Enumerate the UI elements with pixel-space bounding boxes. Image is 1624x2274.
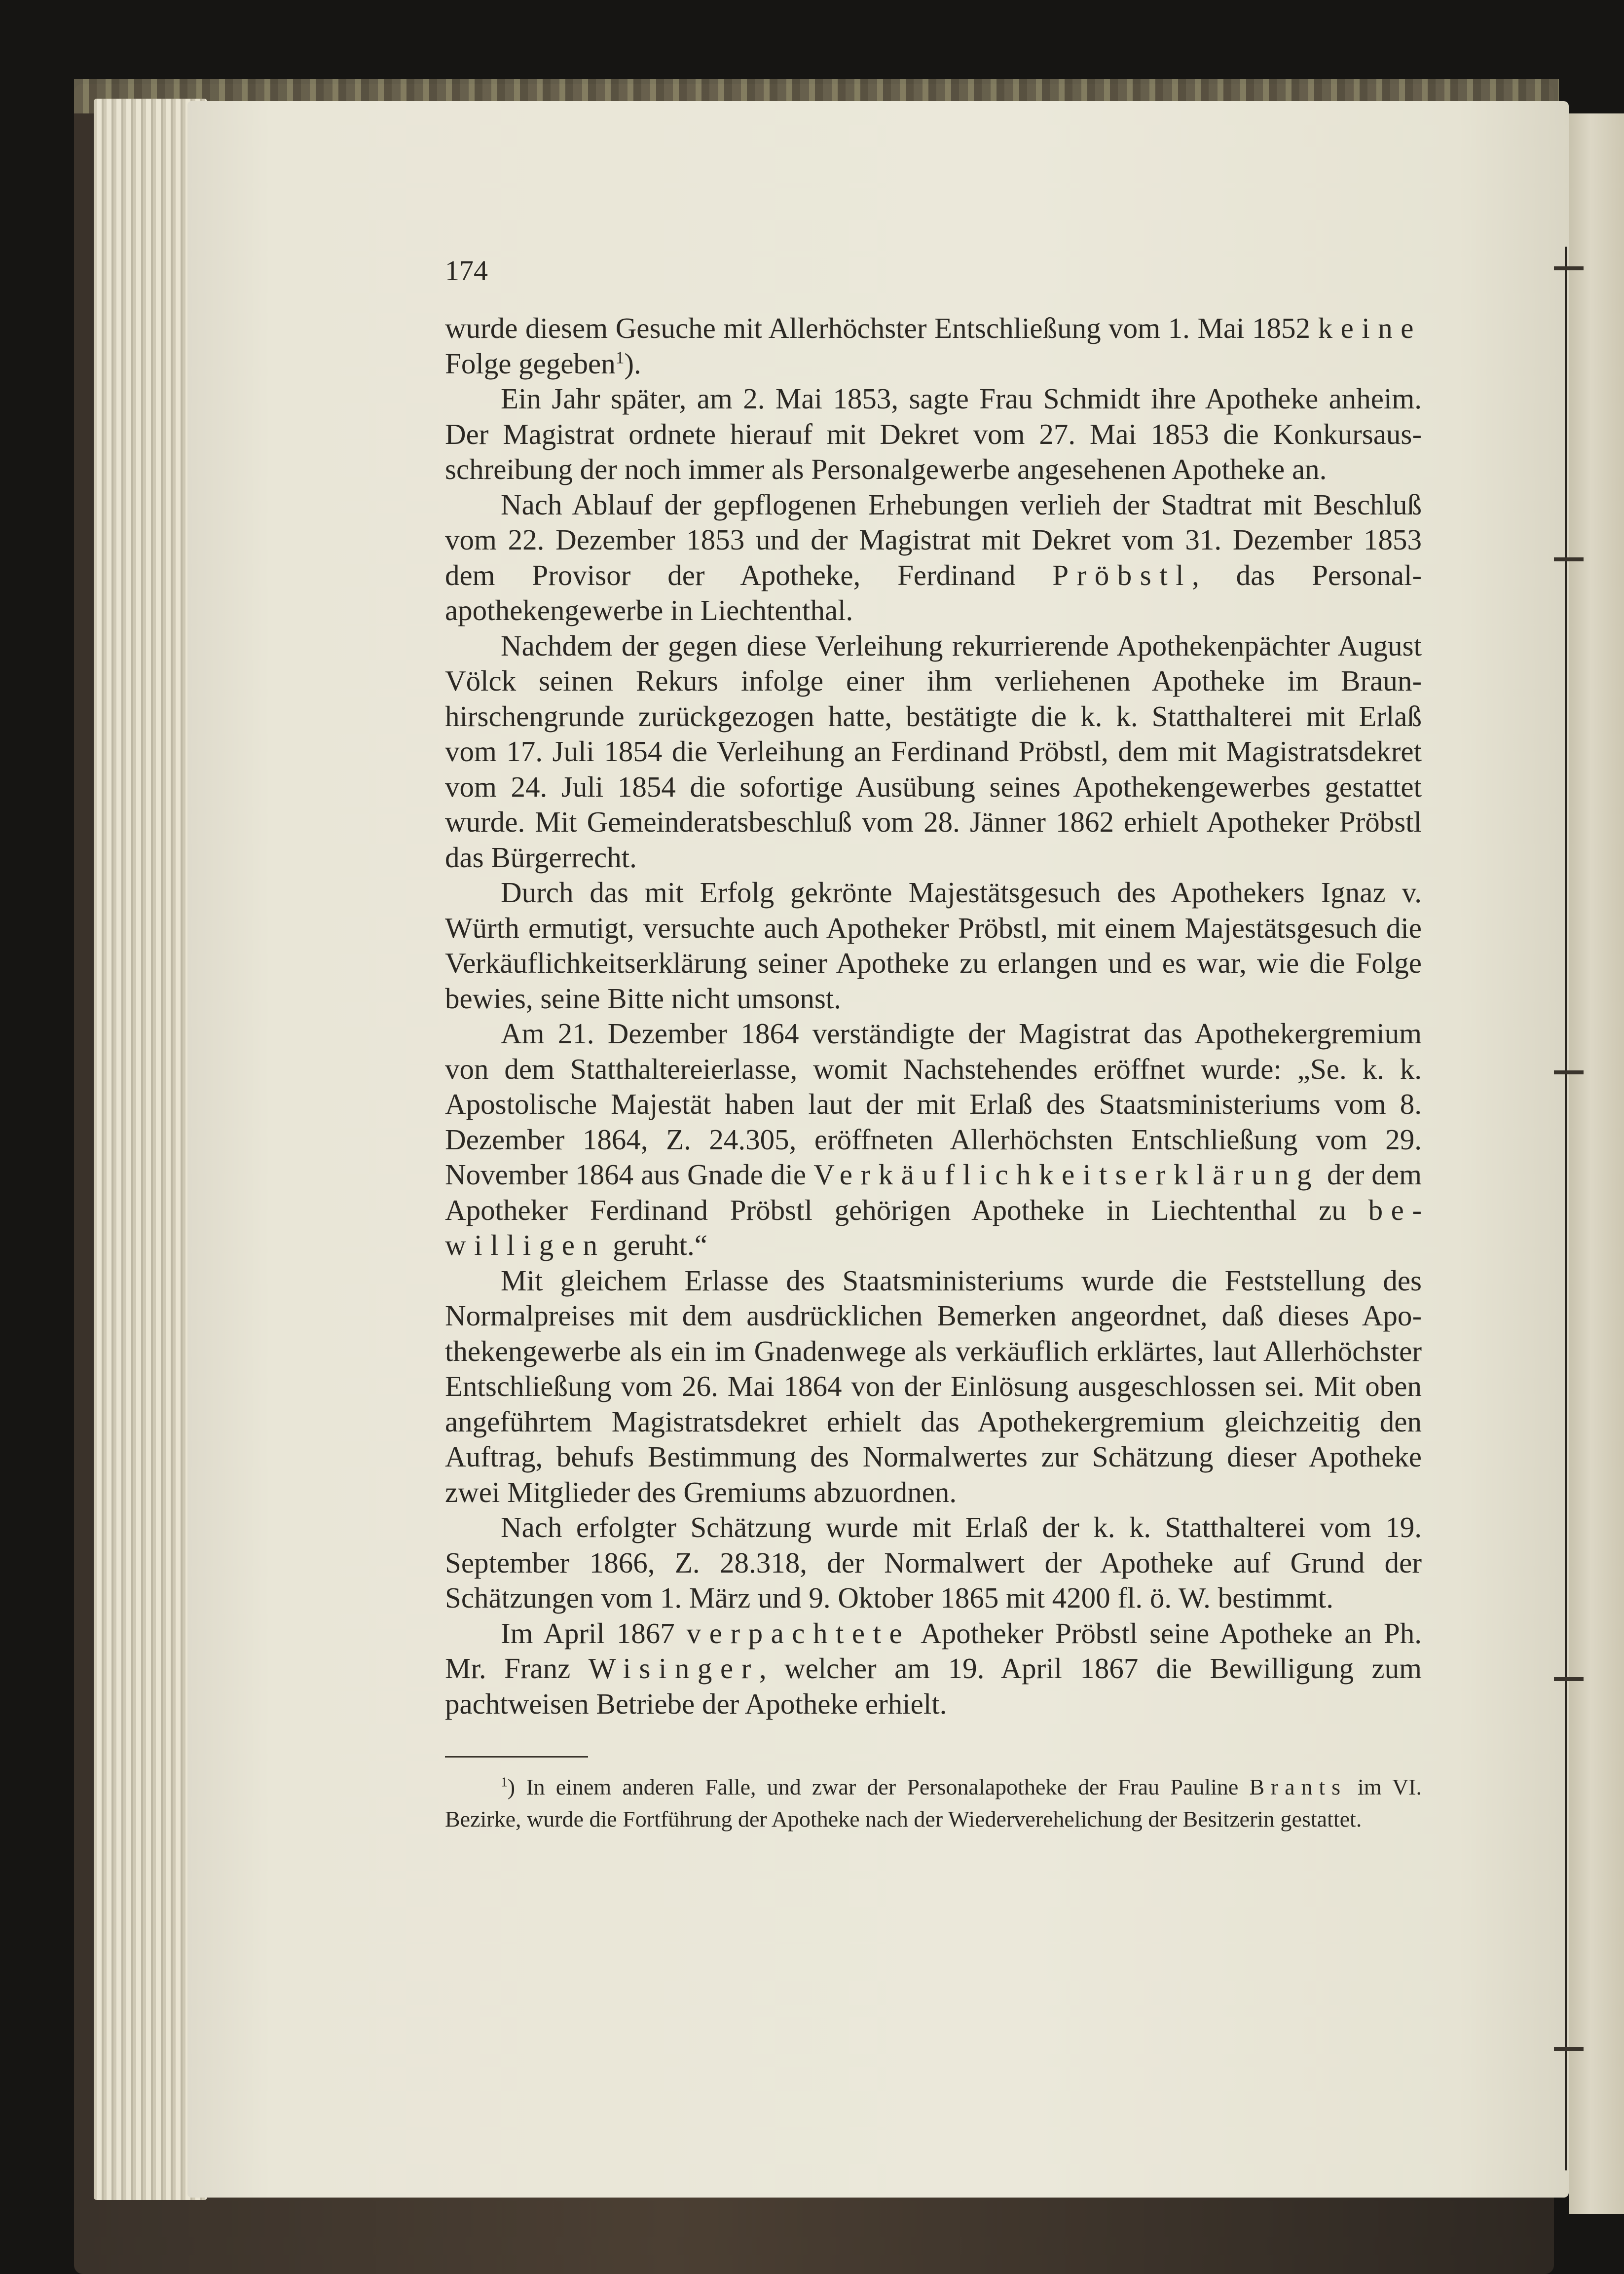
paragraph: Ein Jahr später, am 2. Mai 1853, sagte Frau Schmidt ihre Apotheke anheim. Der Magistrat ordnete hierauf mit Dekret vom 27. Mai 1853 die Konkursausschreibung der noch immer als Personalgewerbe angesehenen Apotheke an. [445,382,1422,485]
paragraph: Nachdem der gegen diese Verleihung rekurrierende Apothekenpächter August Völck seinen Rekurs infolge einer ihm verliehenen Apotheke im Braunhirschengrunde zurückgezogen hatte, bestätigte die k. k. Statthalterei mit Erlaß vom 17. Juli 1854 die Verleihung an Ferdinand Pröbstl, dem mit Magistratsdekret vom 24. Juli 1854 die sofortige Ausübung seines Apothekengewerbes gestattet wurde. Mit Gemeinderatsbeschluß vom 28. Jänner 1862 erhielt Apotheker Pröbstl das Bürgerrecht. [445,629,1422,874]
paragraph: Im April 1867 verpachtete Apotheker Pröbstl seine Apotheke an Ph. Mr. Franz Wisinger, welcher am 19. April 1867 die Bewilligung zum pachtweisen Betriebe der Apotheke erhielt. [445,1616,1422,1720]
letterspaced-emphasis: bewilligen [445,1193,1422,1261]
binding-thread-mark [1554,557,1584,561]
letterspaced-emphasis: Wisinger [588,1652,759,1685]
paragraph: Am 21. Dezember 1864 verständigte der Magistrat das Apothekergremium von dem Statthaltereierlasse, womit Nachstehendes eröffnet wurde: „Se. k. k. Apostolische Majestät haben laut der mit Erlaß des Staatsministeriums vom 8. Dezember 1864, Z. 24.305, eröffneten Allerhöchsten Entschließung vom 29. November 1864 aus Gnade die Verkäuflichkeitserklärung der dem Apotheker Ferdinand Pröbstl gehörigen Apotheke in Liechtenthal zu bewilligen geruht.“ [445,1017,1422,1261]
letterspaced-emphasis: Pröbstl [1052,558,1192,591]
footnote-marker: 1 [501,1774,508,1790]
binding-thread-mark [1554,266,1584,270]
letterspaced-emphasis: verpachtete [686,1616,911,1650]
paragraph: Mit gleichem Erlasse des Staatsministeriums wurde die Feststellung des Normalpreises mit dem ausdrücklichen Bemerken angeordnet, daß dieses Apothekengewerbe als ein im Gnadenwege als verkäuflich erklärtes, laut Allerhöchster Entschließung vom 26. Mai 1864 von der Einlösung ausgeschlossen sei. Mit oben angeführtem Magistratsdekret erhielt das Apothekergremium gleichzeitig den Auftrag, behufs Bestimmung des Normalwertes zur Schätzung dieser Apotheke zwei Mitglieder des Gremiums abzuordnen. [445,1264,1422,1508]
letterspaced-emphasis: Brants [1249,1774,1347,1799]
letterspaced-emphasis: Verkäuflichkeitserklärung [813,1158,1320,1191]
footnote-rule [445,1756,588,1758]
binding-thread-mark [1554,1070,1584,1074]
body-text [445,311,1422,1722]
facing-page-edge [1569,113,1624,2214]
paragraph: Nach erfolgter Schätzung wurde mit Erlaß der k. k. Statthalterei vom 19. September 1866, Z. 28.318, der Normalwert der Apotheke auf Grund der Schätzungen vom 1. März und 9. Oktober 1865 mit 4200 fl. ö. W. bestimmt. [445,1511,1422,1614]
paragraph: wurde diesem Gesuche mit Allerhöchster Entschließung vom 1. Mai 1852 keine Folge gegeben$^1$). [445,312,1422,380]
binding-thread-mark [1554,1677,1584,1681]
paragraph: Nach Ablauf der gepflogenen Erhebungen verlieh der Stadtrat mit Beschluß vom 22. Dezember 1853 und der Magistrat mit Dekret vom 31. Dezember 1853 dem Provisor der Apotheke, Ferdinand Pröbstl, das Personalapothekengewerbe in Liechtenthal. [445,488,1422,626]
binding-thread-mark [1554,2047,1584,2051]
gutter-shadow [1565,247,1567,2170]
footnote-reference: 1 [615,347,625,367]
footnote: $^1$) In einem anderen Falle, und zwar der Personalapotheke der Frau Pauline Brants im VI. Bezirke, wurde die Fortführung der Apotheke nach der Wiederverehelichung der Besitzerin gestattet. [445,1774,1422,1832]
paragraph: Durch das mit Erfolg gekrönte Majestätsgesuch des Apothekers Ignaz v. Würth ermutigt, versuchte auch Apotheker Pröbstl, mit einem Majestätsgesuch die Verkäuflichkeitserklärung seiner Apotheke zu erlangen und es war, wie die Folge bewies, seine Bitte nicht umsonst. [445,876,1422,1015]
letterspaced-emphasis: keine [1318,312,1422,344]
page-number: 174 [445,255,488,287]
